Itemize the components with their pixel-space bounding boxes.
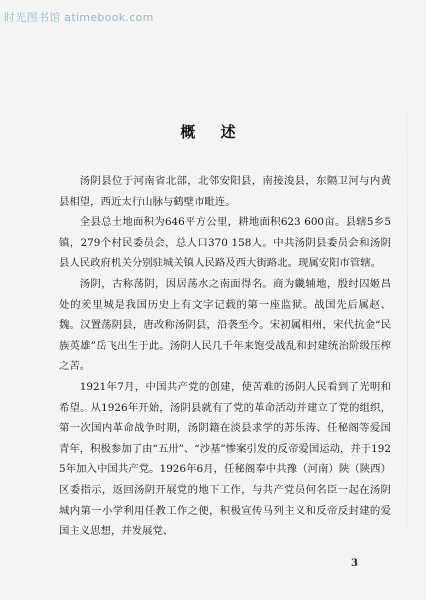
page-number: 3: [351, 558, 358, 569]
chapter-title: 概 述: [180, 123, 246, 141]
paragraph-location: 汤阴县位于河南省北部，北邻安阳县，南接浚县，东隔卫河与内黄县相望，西近太行山脉与鹤壁市毗连。: [59, 175, 391, 208]
paragraph-party-history: 1921年7月，中国共产党的创建，使苦难的汤阴人民看到了光明和希望。从1926年开始，汤阴县就有了党的革命活动并建立了党的组织，第一次国内革命战争时期，汤阴籍在淡县求学的苏乐涛、任秘阁等爱国青年，积极参加了由“五卅”、“沙基”惨案引发的反帝爱国运动，并于1925年加入中国共产党。1926年6月，任秘阁奉中共豫（河南）陕（陕西）区委指示，返回汤阴开展党的地下工作，与共产党员何名臣一起在汤阴城内第一小学利用任教工作之便，积极宣传马列主义和反帝反封建的爱国主义思想，并发展党、: [59, 380, 392, 538]
body-text: [59, 171, 391, 542]
paragraph-area-population: 全县总土地面积为646平方公里，耕地面积623 600亩。县辖5乡5镇，279个村民委员会，总人口370 158人。中共汤阴县委员会和汤阴县人民政府机关分别驻城关镇人民路及西大街路北。现属安阳市管辖。: [59, 216, 391, 270]
paragraph-history: 汤阴，古称荡阴，因居荡水之南面得名。商为畿辅地，殷纣囚姬昌处的羑里城是我国历史上有文字记载的第一座监狱。战国先后属赵、魏。汉置荡阴县，唐改称汤阴县，沿袭至今。宋初属相州，宋代抗金“民族英雄”岳飞出生于此。汤阴人民几千年来饱受战乱和封建统治阶级压榨之苦。: [59, 277, 391, 373]
watermark: 时光图书馆 atimebook.com: [4, 11, 154, 24]
